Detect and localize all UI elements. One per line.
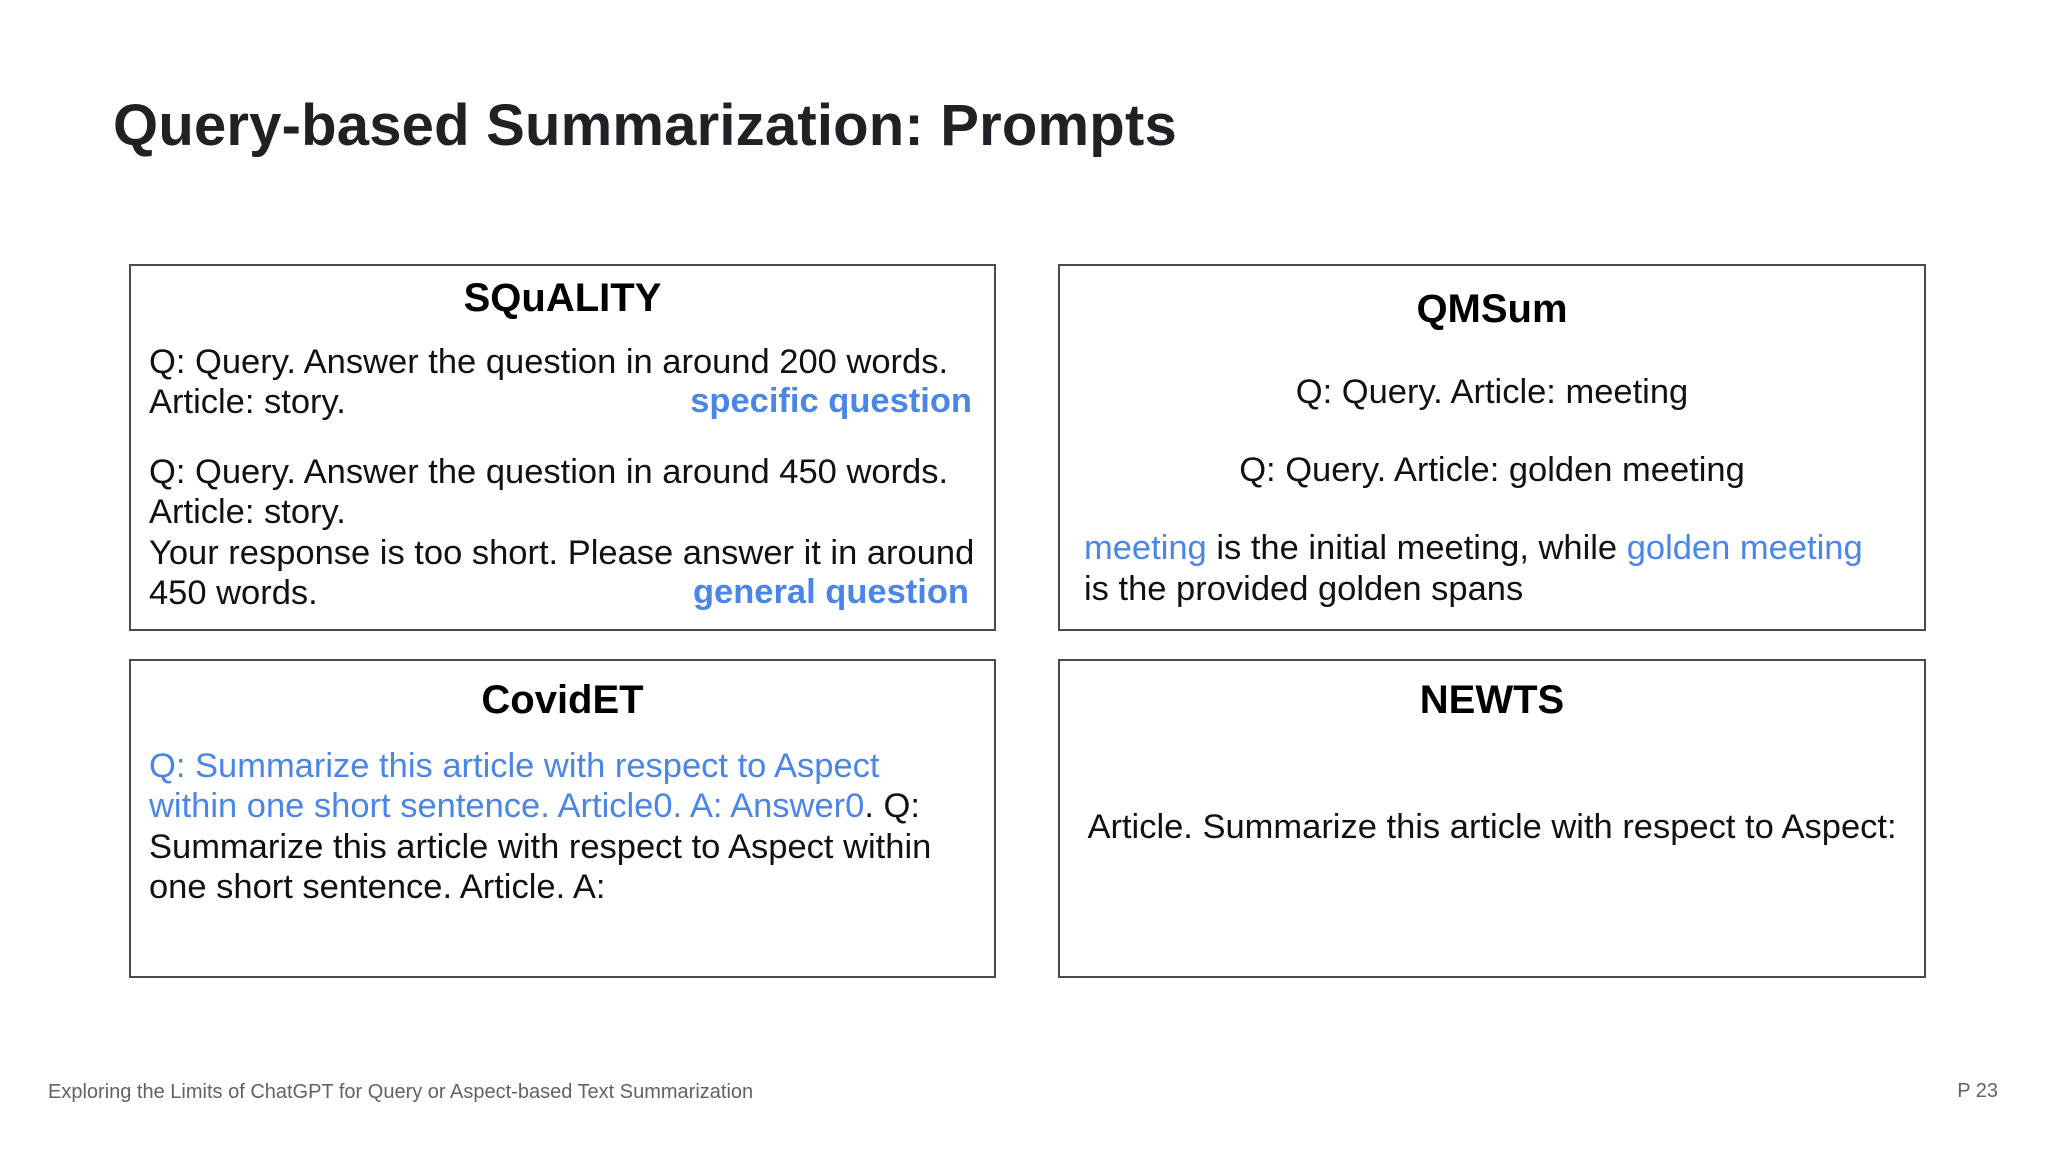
qmsum-prompt1: Q: Query. Article: meeting [1295, 373, 1689, 411]
footer-text: Exploring the Limits of ChatGPT for Query or Aspect-based Text Summarization [48, 1081, 754, 1103]
qmsum-box [1058, 264, 1926, 631]
qmsum-note-line2: is the provided golden spans [1084, 570, 1524, 608]
squality-prompt2-line4: 450 words. [149, 574, 318, 612]
newts-box [1058, 659, 1926, 978]
qmsum-title: QMSum [1416, 287, 1568, 331]
qmsum-note-term-meeting: meeting [1084, 529, 1207, 567]
covidet-line2 [149, 786, 920, 827]
general-question-tag: general question [692, 573, 969, 611]
covidet-line4: one short sentence. Article. A: [149, 868, 606, 906]
covidet-title: CovidET [481, 678, 644, 722]
squality-prompt1-line2: Article: story. [149, 383, 346, 421]
qmsum-note-line1 [1084, 528, 1863, 569]
page-number: P 23 [1957, 1080, 1998, 1102]
squality-prompt2-line1: Q: Query. Answer the question in around 450 words. [149, 453, 949, 491]
covidet-example-line1: Q: Summarize this article with respect to Aspect [149, 747, 880, 785]
squality-box [129, 264, 996, 631]
covidet-box [129, 659, 996, 978]
qmsum-note-term-golden-meeting: golden meeting [1626, 529, 1863, 567]
squality-prompt1-line1: Q: Query. Answer the question in around 200 words. [149, 343, 949, 381]
newts-prompt: Article. Summarize this article with respect to Aspect: [1087, 808, 1897, 846]
covidet-line2-suffix: . Q: [864, 787, 920, 825]
slide-title: Query-based Summarization: Prompts [113, 93, 1177, 158]
squality-prompt2-line2: Article: story. [149, 493, 346, 531]
covidet-example-line2: within one short sentence. Article0. A: Answer0 [149, 787, 865, 825]
covidet-line3: Summarize this article with respect to Aspect within [149, 828, 932, 866]
qmsum-note-mid: is the initial meeting, while [1206, 529, 1627, 567]
newts-title: NEWTS [1419, 678, 1565, 722]
squality-prompt2-line3: Your response is too short. Please answer it in around [149, 534, 975, 572]
specific-question-tag: specific question [690, 382, 972, 420]
qmsum-prompt2: Q: Query. Article: golden meeting [1239, 451, 1745, 489]
squality-title: SQuALITY [463, 276, 662, 320]
